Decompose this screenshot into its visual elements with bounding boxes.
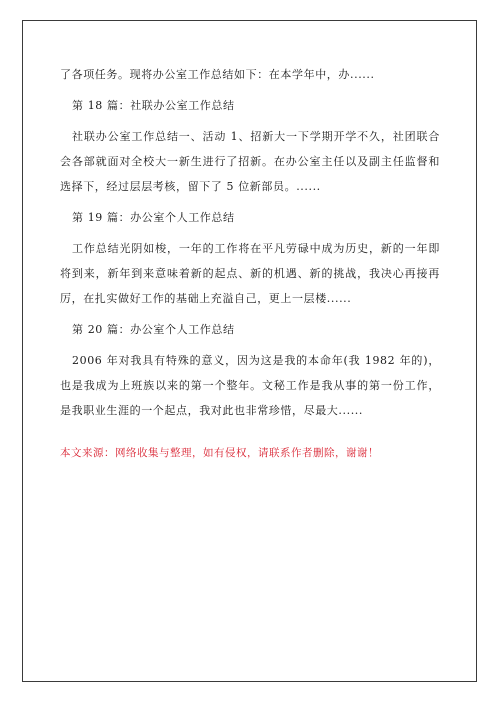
section-heading-19: 第 19 篇：办公室个人工作总结 [72,211,235,224]
section-heading-18: 第 18 篇：社联办公室工作总结 [72,99,235,112]
section-body-20: 2006 年对我具有特殊的意义，因为这是我的本命年(我 1982 年的)，也是我成为上班族以来的第一个整年。文秘工作是我从事的第一份工作，是我职业生涯的一个起点，我对此也非常珍惜，尽最大...... [60,354,440,417]
section-heading-20: 第 20 篇：办公室个人工作总结 [72,323,235,336]
section-body-18: 社联办公室工作总结一、活动 1、招新大一下学期开学不久，社团联合会各部就面对全校大一新生进行了招新。在办公室主任以及副主任监督和选择下，经过层层考核，留下了 5 位新部员。...... [60,130,440,193]
document-content [60,62,440,466]
section-body-19: 工作总结光阴如梭，一年的工作将在平凡劳碌中成为历史，新的一年即将到来，新年到来意味着新的起点、新的机遇、新的挑战，我决心再接再厉，在扎实做好工作的基础上充溢自己，更上一层楼...... [60,242,440,305]
source-note: 本文来源：网络收集与整理，如有侵权，请联系作者删除，谢谢！ [60,447,379,459]
continuation-paragraph: 了各项任务。现将办公室工作总结如下：在本学年中，办...... [60,68,375,81]
